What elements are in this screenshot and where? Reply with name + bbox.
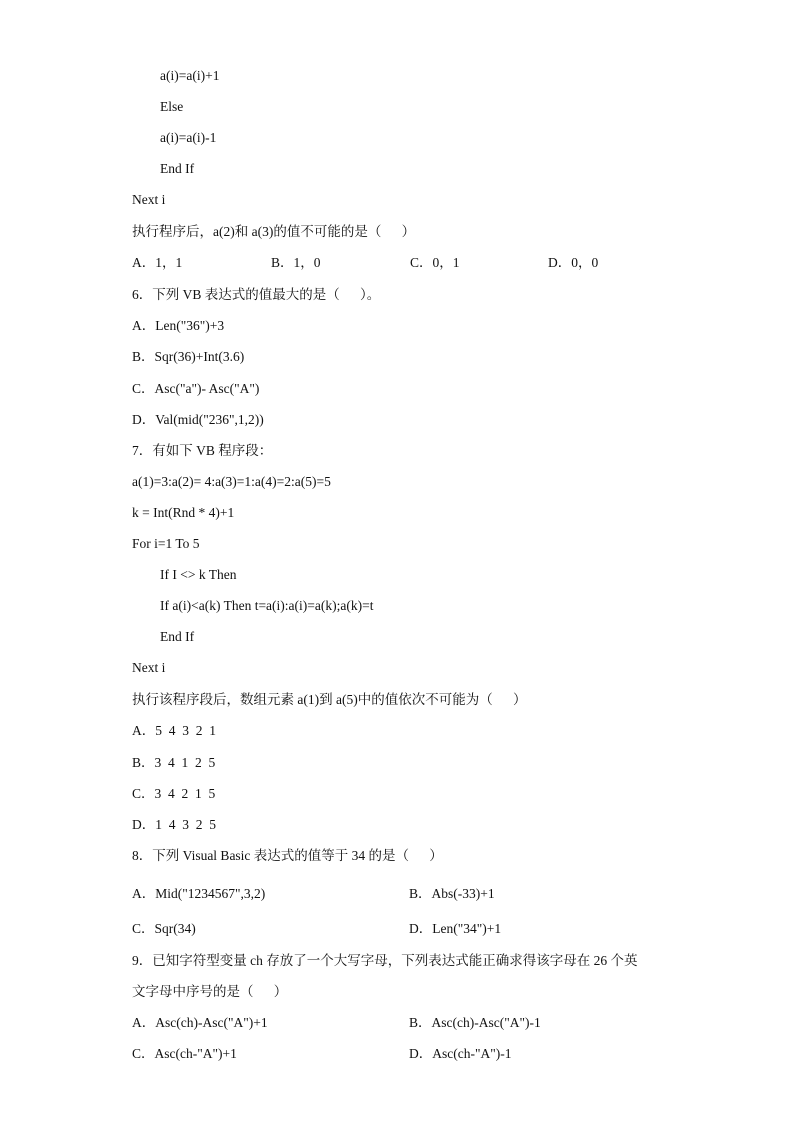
question-stem: 7．有如下 VB 程序段：: [132, 443, 273, 458]
code-line: For i=1 To 5: [132, 536, 200, 551]
question-stem-continued: 文字母中序号的是（ ）: [132, 984, 288, 999]
option-c: C．Sqr(34): [132, 921, 196, 936]
code-line: Else: [160, 99, 184, 114]
option-b: B．Sqr(36)+Int(3.6): [132, 349, 245, 364]
option-c: C．0，1: [410, 255, 460, 270]
option-d: D．Val(mid("236",1,2)): [132, 412, 264, 427]
code-line: End If: [160, 629, 195, 644]
code-line: a(i)=a(i)+1: [160, 68, 220, 83]
code-line: a(i)=a(i)-1: [160, 130, 217, 145]
code-line: Next i: [132, 660, 166, 675]
question-stem: 9．已知字符型变量 ch 存放了一个大写字母，下列表达式能正确求得该字母在 26 个英: [132, 953, 638, 968]
option-a: A．1，1: [132, 255, 183, 270]
option-c: C．Asc("a")- Asc("A"): [132, 381, 260, 396]
code-line: If a(i)<a(k) Then t=a(i):a(i)=a(k);a(k)=t: [160, 598, 374, 613]
question-stem: 8．下列 Visual Basic 表达式的值等于 34 的是（ ）: [132, 848, 443, 863]
code-line: k = Int(Rnd * 4)+1: [132, 505, 235, 520]
question-text: 执行该程序段后，数组元素 a(1)到 a(5)中的值依次不可能为（ ）: [132, 692, 527, 707]
option-b: B．1，0: [271, 255, 321, 270]
option-d: D．Len("34")+1: [409, 921, 502, 936]
option-a: A．Asc(ch)-Asc("A")+1: [132, 1015, 268, 1030]
option-a: A．Mid("1234567",3,2): [132, 886, 266, 901]
option-d: D．Asc(ch-"A")-1: [409, 1046, 512, 1061]
option-c: C．Asc(ch-"A")+1: [132, 1046, 237, 1061]
question-stem: 执行程序后，a(2)和 a(3)的值不可能的是（ ）: [132, 224, 416, 239]
code-line: If I <> k Then: [160, 567, 237, 582]
option-a: A．Len("36")+3: [132, 318, 225, 333]
option-c: C．3 4 2 1 5: [132, 786, 216, 801]
question-stem: 6．下列 VB 表达式的值最大的是（ ）。: [132, 287, 381, 302]
option-b: B．3 4 1 2 5: [132, 755, 216, 770]
option-d: D．0，0: [548, 255, 599, 270]
option-d: D．1 4 3 2 5: [132, 817, 216, 832]
option-b: B．Abs(-33)+1: [409, 886, 495, 901]
option-b: B．Asc(ch)-Asc("A")-1: [409, 1015, 541, 1030]
option-a: A．5 4 3 2 1: [132, 723, 216, 738]
code-line: End If: [160, 161, 195, 176]
code-line: a(1)=3:a(2)= 4:a(3)=1:a(4)=2:a(5)=5: [132, 474, 331, 489]
code-line: Next i: [132, 192, 166, 207]
